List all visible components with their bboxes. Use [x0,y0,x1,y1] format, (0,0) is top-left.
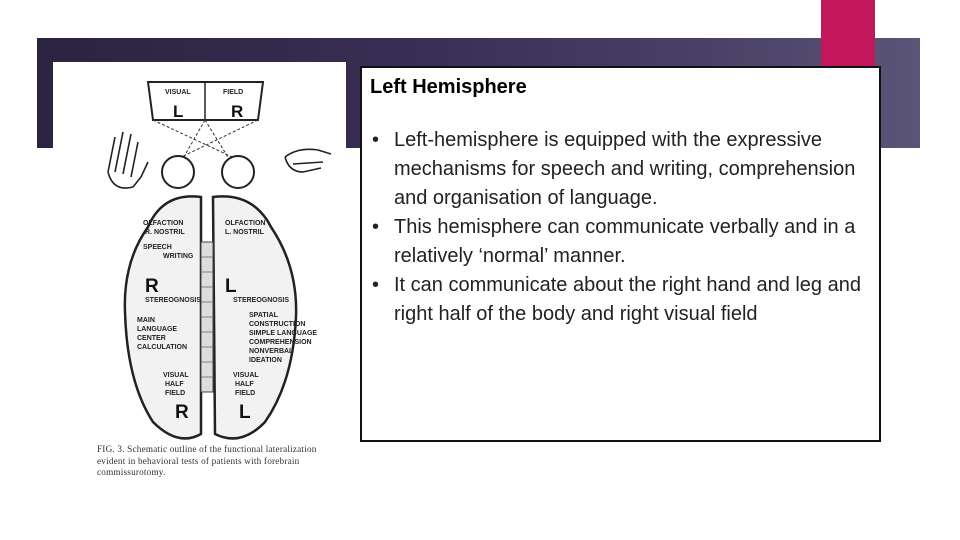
label-visual-left: VISUAL [163,372,189,379]
figure-caption: FIG. 3. Schematic outline of the functional lateralization evident in behavioral tests of patients with forebrain commissurotomy. [97,444,317,477]
field-letter-right: R [231,102,244,121]
bullet-text: This hemisphere can communicate verbally and in a relatively ‘normal’ manner. [394,216,856,267]
hemi-letter-l-mid: L [225,276,237,297]
label-spatial: SPATIAL [249,312,278,319]
left-eye [162,156,194,188]
visual-field-box [148,82,263,121]
right-eye [222,156,254,188]
field-label-left: VISUAL [165,89,191,96]
content-textbox [360,66,881,442]
bullet-list [370,126,871,329]
section-title: Left Hemisphere [370,76,527,98]
hemi-letter-l-bottom: L [239,402,251,423]
bullet-icon: • [372,274,380,296]
right-hand-icon [285,149,331,172]
label-field-left: FIELD [165,390,186,397]
label-r-nostril: R. NOSTRIL [145,229,185,236]
label-comprehension: COMPREHENSION [249,339,312,346]
label-center: CENTER [137,335,166,342]
hemi-letter-r-mid: R [145,276,159,297]
list-item [372,126,871,213]
bullet-icon: • [372,216,380,238]
label-speech: SPEECH [143,244,172,251]
brain-figure [53,62,346,482]
label-stereognosis-right: STEREOGNOSIS [233,297,290,304]
label-field-right: FIELD [235,390,256,397]
label-half-right: HALF [235,381,254,388]
label-nonverbal: NONVERBAL [249,348,294,355]
label-language: LANGUAGE [137,326,178,333]
list-item [372,271,871,329]
label-calculation: CALCULATION [137,344,188,351]
bullet-text: It can communicate about the right hand and leg and right half of the body and right visual field [394,274,861,325]
label-stereognosis-left: STEREOGNOSIS [145,297,202,304]
field-letter-left: L [173,102,184,121]
bullet-text: Left-hemisphere is equipped with the expressive mechanisms for speech and writing, comprehension and organisation of language. [394,129,856,209]
field-label-right: FIELD [223,89,244,96]
left-hand-icon [108,132,148,188]
list-item [372,213,871,271]
label-construction: CONSTRUCTION [249,321,306,328]
label-half-left: HALF [165,381,184,388]
label-l-nostril: L. NOSTRIL [225,229,264,236]
label-ideation: IDEATION [249,357,282,364]
label-simple-language: SIMPLE LANGUAGE [249,330,318,337]
label-visual-right: VISUAL [233,372,259,379]
bullet-icon: • [372,129,380,151]
label-olfaction-r: OLFACTION [143,220,184,227]
label-main: MAIN [137,317,155,324]
label-olfaction-l: OLFACTION [225,220,266,227]
hemi-letter-r-bottom: R [175,402,189,423]
label-writing: WRITING [163,253,194,260]
